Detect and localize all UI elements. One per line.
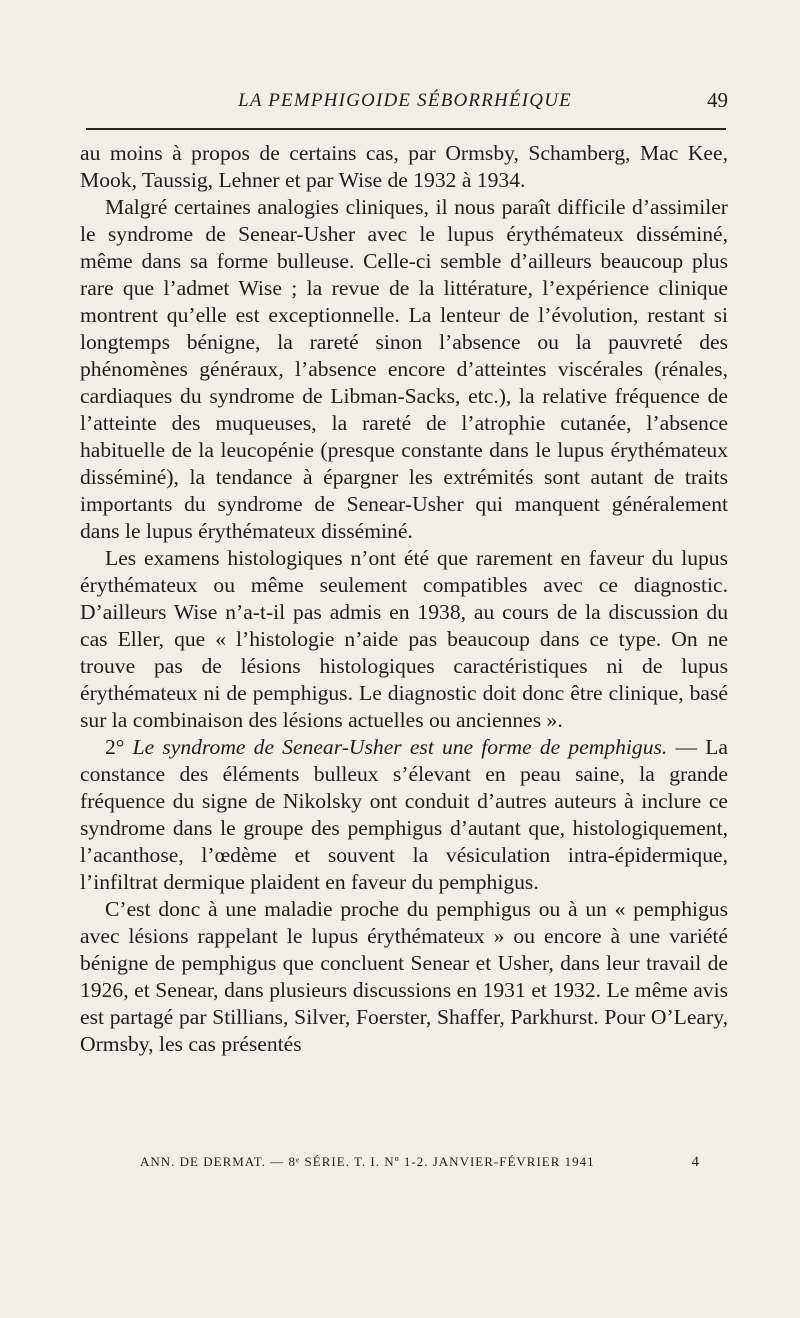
section-number: 2° — [105, 735, 125, 759]
paragraph-5: C’est donc à une maladie proche du pemphigus ou à un « pemphigus avec lésions rappelant le lupus érythémateux » ou encore à une variété bénigne de pemphigus que concluent Senear et Usher, dans leur travail de 1926, et Senear, dans plusieurs discussions en 1931 et 1932. Le même avis est partagé par Stillians, Silver, Foerster, Shaffer, Parkhurst. Pour O’Leary, Ormsby, les cas présentés — [80, 897, 728, 1056]
paragraph-3: Les examens histologiques n’ont été que rarement en faveur du lupus érythémateux ou même seulement compatibles avec ce diagnostic. D’ailleurs Wise n’a-t-il pas admis en 1938, au cours de la discussion du cas Eller, que « l’histologie n’aide pas beaucoup dans ce type. On ne trouve pas de lésions histologiques caractéristiques ni de lupus érythémateux ni de pemphigus. Le diagnostic doit donc être clinique, basé sur la combinaison des lésions actuelles ou anciennes ». — [80, 546, 728, 732]
body-text — [80, 140, 728, 1058]
page-number: 49 — [707, 88, 728, 112]
paragraph-4 — [80, 734, 728, 896]
running-title: LA PEMPHIGOIDE SÉBORRHÉIQUE — [238, 90, 572, 111]
journal-citation: ANN. DE DERMAT. — 8ᵉ SÉRIE. T. I. Nº 1-2. JANVIER-FÉVRIER 1941 — [140, 1154, 595, 1169]
paragraph-2: Malgré certaines analogies cliniques, il nous paraît difficile d’assimiler le syndrome de Senear-Usher avec le lupus érythémateux disséminé, même dans sa forme bulleuse. Celle-ci semble d’ailleurs beaucoup plus rare que l’admet Wise ; la revue de la littérature, l’expérience clinique montrent qu’elle est exceptionnelle. La lenteur de l’évolution, restant si longtemps bénigne, la rareté sinon l’absence ou la pauvreté des phénomènes généraux, l’absence encore d’atteintes viscérales (rénales, cardiaques du syndrome de Libman-Sacks, etc.), la relative fréquence de l’atteinte des muqueuses, la rareté de l’atrophie cutanée, l’absence habituelle de la leucopénie (presque constante dans le lupus érythémateux disséminé), la tendance à épargner les extrémités sont autant de traits importants du syndrome de Senear-Usher qui manquent généralement dans le lupus érythémateux disséminé. — [80, 195, 728, 543]
signature-mark: 4 — [691, 1154, 700, 1170]
running-header — [82, 88, 728, 118]
header-rule — [86, 128, 726, 130]
section-text: — La constance des éléments bulleux s’élevant en peau saine, la grande fréquence du signe de Nikolsky ont conduit d’autres auteurs à inclure ce syndrome dans le groupe des pemphigus d’autant que, histologiquement, l’acanthose, l’œdème et souvent la vésiculation intra-épidermique, l’infiltrat dermique plaident en faveur du pemphigus. — [80, 735, 728, 894]
section-title: Le syndrome de Senear-Usher est une forme de pemphigus. — [132, 735, 668, 759]
paragraph-1: au moins à propos de certains cas, par Ormsby, Schamberg, Mac Kee, Mook, Taussig, Lehner et par Wise de 1932 à 1934. — [80, 141, 728, 192]
